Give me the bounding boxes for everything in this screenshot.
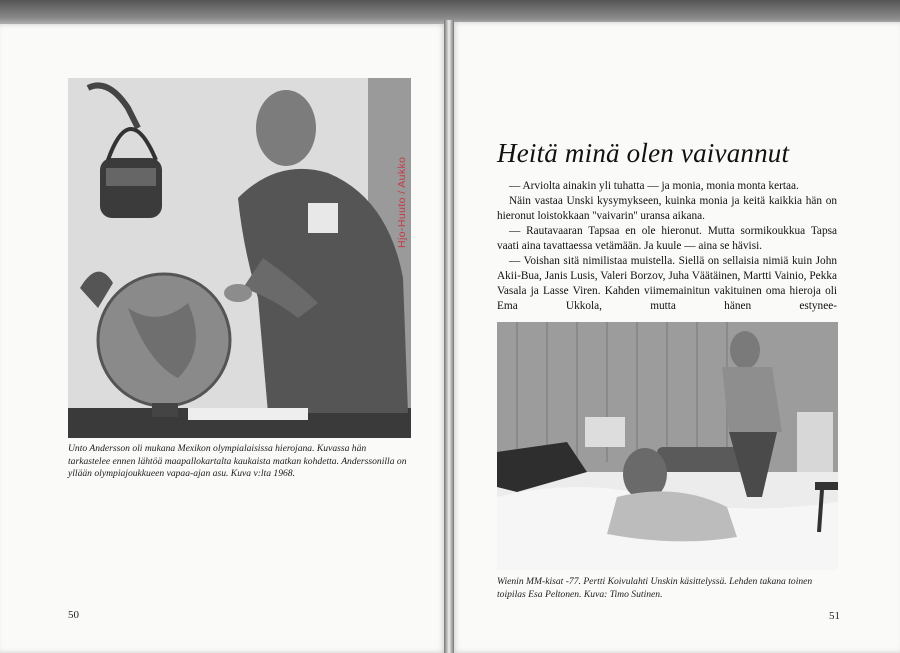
paragraph: — Voishan sitä nimilistaa muistella. Siellä on sellaisia nimiä kuin John Akii-Bua, Janis Lusis, Valeri Borzov, Juha Väätäinen, Martti Vainio, Pekka Vasala ja Lasse Viren. Kahden viimemainitun vakituinen oma hieroja oli Ema Ukkola, mutta hänen estynee- <box>497 255 837 312</box>
photo-massage-bed <box>497 322 838 570</box>
page-number-left: 50 <box>68 609 79 621</box>
page-number-right: 51 <box>829 610 840 622</box>
left-caption: Unto Andersson oli mukana Mexikon olympialaisissa hierojana. Kuvassa hän tarkastelee ennen lähtöä maapallokartalta kaukaista matkan kohdetta. Anderssonilla on yllään olympiajoukkueen vapaa-ajan asu. Kuva v:lta 1968. <box>68 443 407 479</box>
paragraph: — Rautavaaran Tapsaa en ole hieronut. Mutta sormikoukkua Tapsa vaati aina tavattaessa vetämään. Ja kuule — aina se hävisi. <box>497 225 837 252</box>
paragraph: Näin vastaa Unski kysymykseen, kuinka monia ja keitä kaikkia hän on hieronut loistokkaan ''vaivarin'' uransa aikana. <box>497 195 837 222</box>
photo-globe-man <box>68 78 411 438</box>
book-gutter <box>444 20 454 653</box>
article-body <box>497 179 837 314</box>
right-caption: Wienin MM-kisat -77. Pertti Koivulahti Unskin käsittelyssä. Lehden takana toinen toipilas Esa Peltonen. Kuva: Timo Sutinen. <box>497 576 813 600</box>
paragraph: — Arviolta ainakin yli tuhatta — ja monia, monia monta kertaa. <box>509 180 799 192</box>
red-stamp: Hjo-Huuto / Aukko <box>396 156 408 248</box>
article-heading: Heitä minä olen vaivannut <box>497 138 790 168</box>
